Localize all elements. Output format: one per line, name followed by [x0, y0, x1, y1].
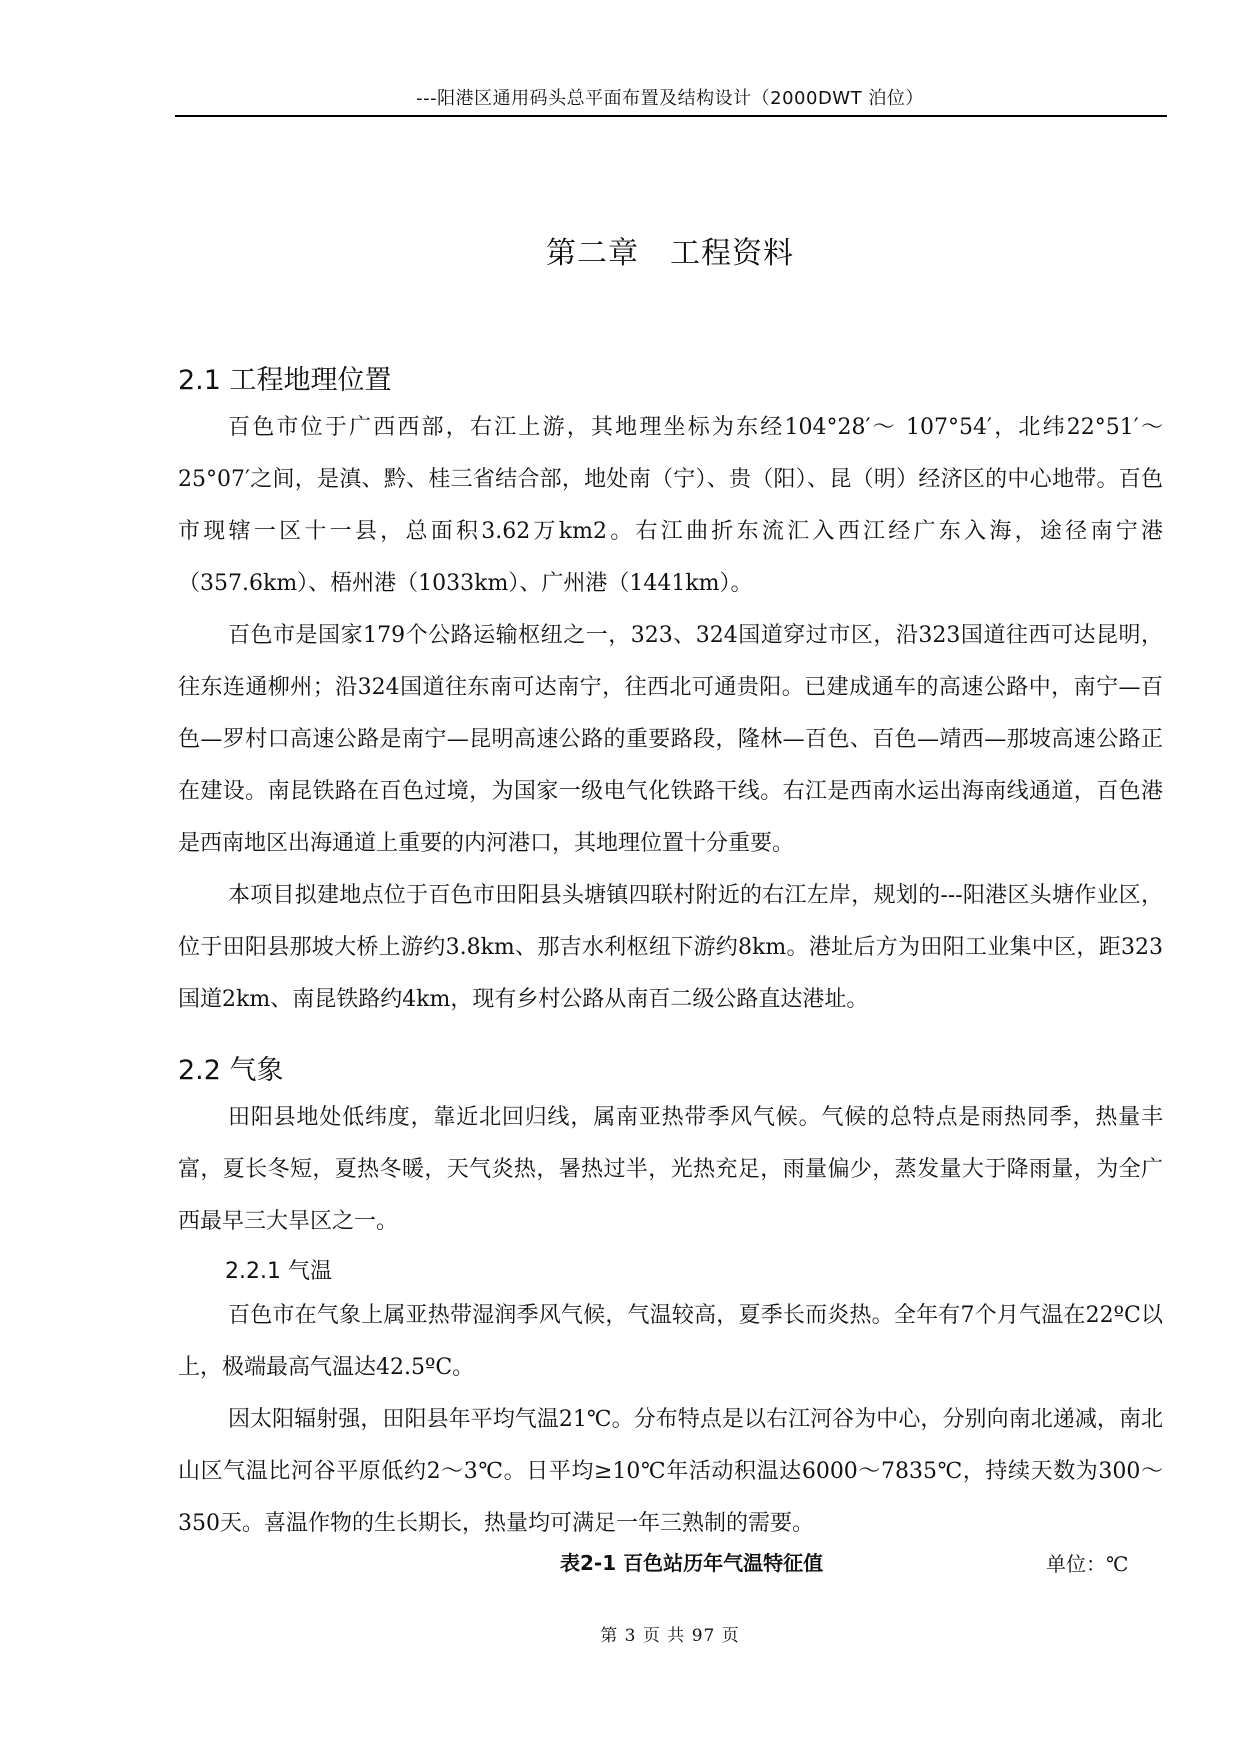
- paragraph-location-1: 百色市位于广西西部，右江上游，其地理坐标为东经104°28′～ 107°54′，北纬22°51′～25°07′之间，是滇、黔、桂三省结合部，地处南（宁）、贵（阳）、昆（明）经济区的中心地带。百色市现辖一区十一县，总面积3.62万km2。右江曲折东流汇入西江经广东入海，途径南宁港（357.6km）、梧州港（1033km）、广州港（1441km）。: [178, 415, 1163, 596]
- paragraph-temperature-2: 因太阳辐射强，田阳县年平均气温21℃。分布特点是以右江河谷为中心，分别向南北递减，南北山区气温比河谷平原低约2～3℃。日平均≥10℃年活动积温达6000～7835℃，持续天数为300～350天。喜温作物的生长期长，热量均可满足一年三熟制的需要。: [178, 1407, 1163, 1536]
- header-rule: [175, 115, 1167, 117]
- section-heading-2-1: 2.1 工程地理位置: [178, 365, 392, 396]
- section-heading-2-2-1: 2.2.1 气温: [225, 1259, 332, 1284]
- paragraph-temperature-1: 百色市在气象上属亚热带湿润季风气候，气温较高，夏季长而炎热。全年有7个月气温在22ºC以上，极端最高气温达42.5ºC。: [178, 1303, 1164, 1380]
- paragraph-location-2: 百色市是国家179个公路运输枢纽之一，323、324国道穿过市区，沿323国道往西可达昆明，往东连通柳州；沿324国道往东南可达南宁，往西北可通贵阳。已建成通车的高速公路中，南宁—百色—罗村口高速公路是南宁—昆明高速公路的重要路段，隆林—百色、百色—靖西—那坡高速公路正在建设。南昆铁路在百色过境，为国家一级电气化铁路干线。右江是西南水运出海南线通道，百色港是西南地区出海通道上重要的内河港口，其地理位置十分重要。: [178, 623, 1163, 856]
- page-footer: 第 3 页 共 97 页: [600, 1626, 740, 1646]
- section-heading-2-2: 2.2 气象: [178, 1055, 284, 1086]
- table-unit: 单位：℃: [1046, 1552, 1129, 1576]
- chapter-title: 第二章 工程资料: [546, 236, 794, 271]
- running-header: ---阳港区通用码头总平面布置及结构设计（2000DWT 泊位）: [416, 88, 924, 109]
- paragraph-climate: 田阳县地处低纬度，靠近北回归线，属南亚热带季风气候。气候的总特点是雨热同季，热量丰富，夏长冬短，夏热冬暖，天气炎热，暑热过半，光热充足，雨量偏少，蒸发量大于降雨量，为全广西最早三大旱区之一。: [178, 1105, 1163, 1234]
- paragraph-location-3: 本项目拟建地点位于百色市田阳县头塘镇四联村附近的右江左岸，规划的---阳港区头塘作业区，位于田阳县那坡大桥上游约3.8km、那吉水利枢纽下游约8km。港址后方为田阳工业集中区，距323国道2km、南昆铁路约4km，现有乡村公路从南百二级公路直达港址。: [178, 883, 1163, 1012]
- table-caption: 表2-1 百色站历年气温特征值: [560, 1551, 824, 1575]
